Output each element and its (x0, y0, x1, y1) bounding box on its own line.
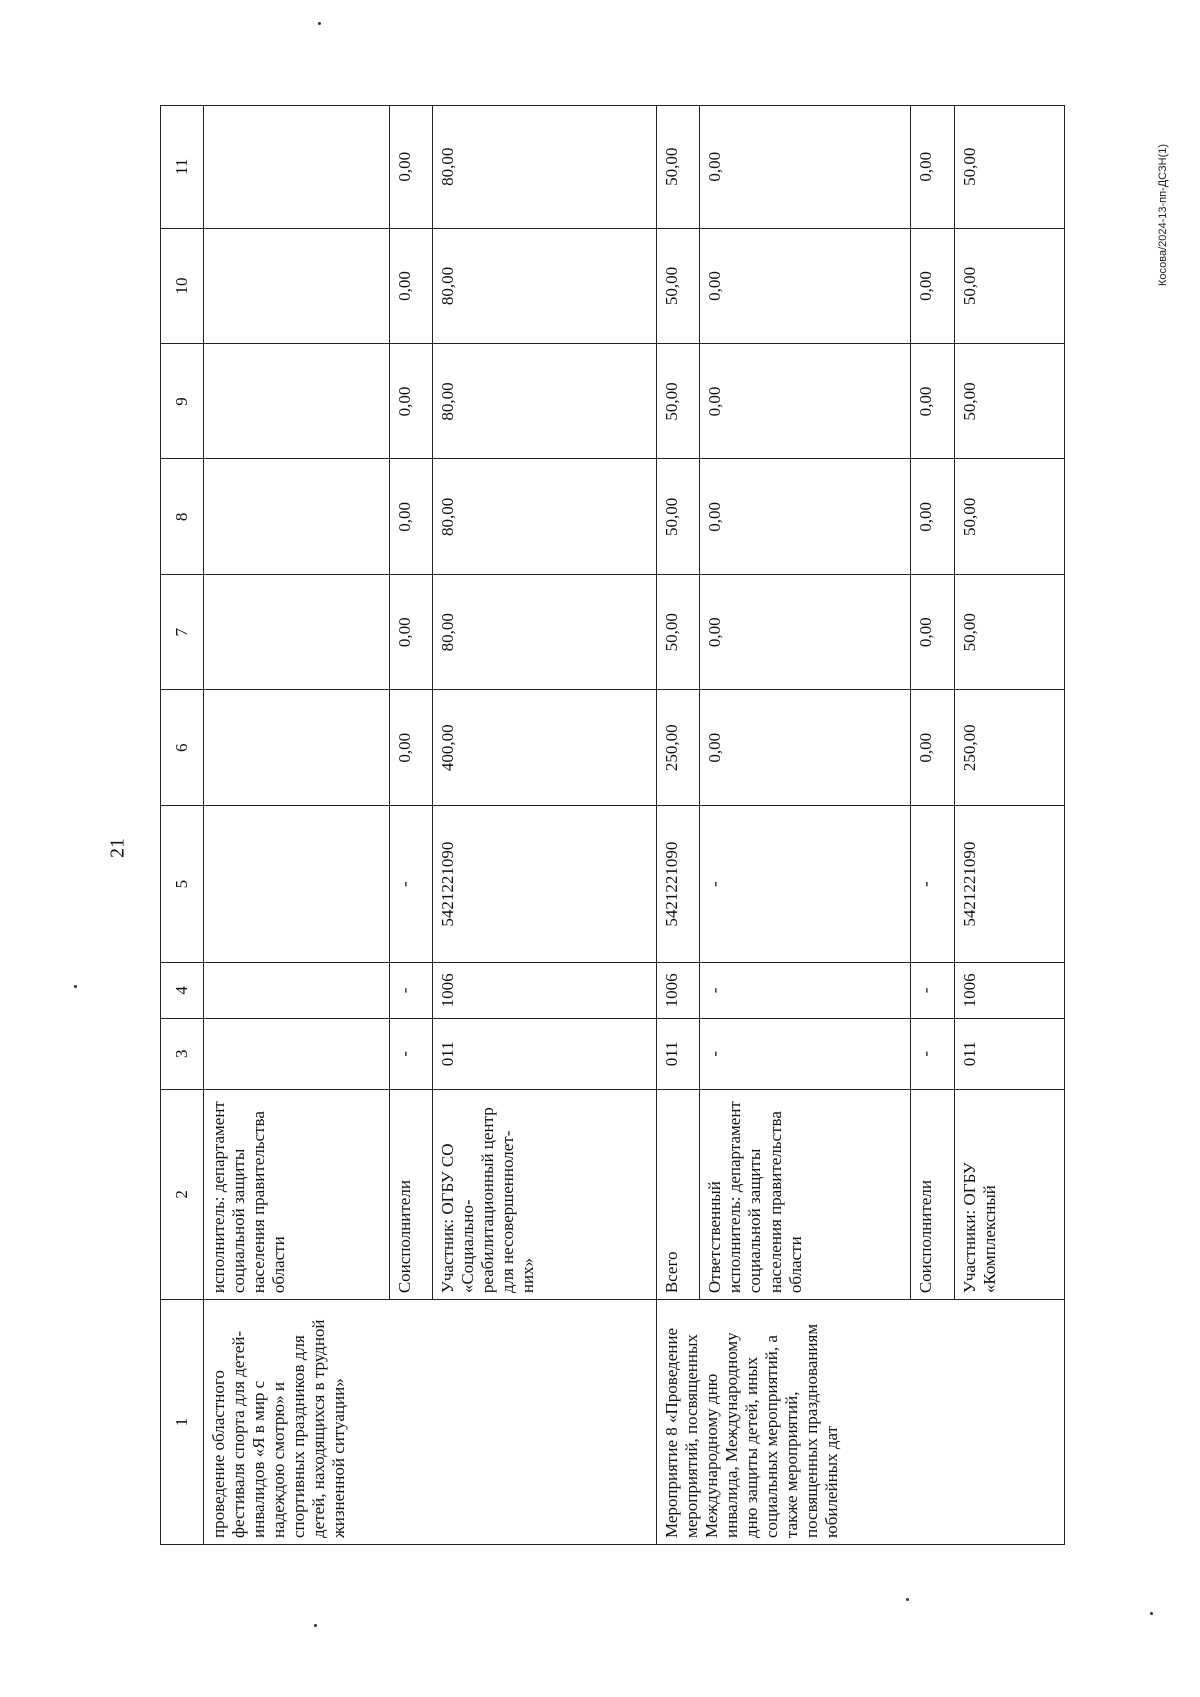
value-cell: 250,00 (954, 690, 1064, 806)
value-cell: 0,00 (700, 228, 911, 344)
value-cell: 80,00 (433, 228, 657, 344)
value-cell: 0,00 (911, 106, 955, 229)
value-cell: 400,00 (433, 690, 657, 806)
header-row (161, 106, 204, 1545)
value-cell: 5421221090 (954, 806, 1064, 963)
role-cell: Соисполнители (911, 1089, 955, 1299)
scan-speck (314, 1624, 317, 1627)
value-cell (204, 459, 390, 575)
value-cell: 50,00 (954, 459, 1064, 575)
value-cell: 0,00 (389, 459, 433, 575)
value-cell: 50,00 (954, 344, 1064, 459)
header-col-9: 9 (161, 344, 204, 459)
value-cell: - (911, 1018, 955, 1089)
header-col-1: 1 (161, 1300, 204, 1545)
value-cell: 80,00 (433, 344, 657, 459)
header-col-7: 7 (161, 575, 204, 690)
value-cell (204, 962, 390, 1018)
role-cell: Всего (656, 1089, 700, 1299)
table-row (656, 106, 700, 1545)
value-cell: 80,00 (433, 575, 657, 690)
value-cell: 0,00 (700, 106, 911, 229)
header-col-3: 3 (161, 1018, 204, 1089)
value-cell: - (911, 962, 955, 1018)
value-cell: 0,00 (700, 459, 911, 575)
value-cell: 0,00 (911, 459, 955, 575)
value-cell: 250,00 (656, 690, 700, 806)
value-cell: 0,00 (911, 344, 955, 459)
page-number: 21 (106, 838, 129, 858)
value-cell: 1006 (656, 962, 700, 1018)
value-cell: 0,00 (389, 690, 433, 806)
scan-speck (318, 22, 321, 25)
value-cell (204, 228, 390, 344)
header-col-11: 11 (161, 106, 204, 229)
value-cell: 50,00 (656, 106, 700, 229)
header-col-6: 6 (161, 690, 204, 806)
value-cell: 0,00 (700, 575, 911, 690)
value-cell: 50,00 (656, 228, 700, 344)
value-cell: - (700, 962, 911, 1018)
role-cell: исполнитель: департамент социальной защиты населения правительства области (204, 1089, 390, 1299)
header-col-4: 4 (161, 962, 204, 1018)
value-cell: 50,00 (954, 228, 1064, 344)
value-cell: 011 (954, 1018, 1064, 1089)
value-cell: 0,00 (389, 344, 433, 459)
value-cell: - (700, 1018, 911, 1089)
value-cell (204, 690, 390, 806)
event-name-cell: проведение областного фестиваля спорта для детей-инвалидов «Я в мир с надеждою смотрю» и спортивных праздников для детей, находящихся в трудной жизненной ситуации» (204, 1300, 657, 1545)
value-cell (204, 1018, 390, 1089)
value-cell: 011 (433, 1018, 657, 1089)
value-cell: 0,00 (389, 575, 433, 690)
value-cell: 50,00 (954, 106, 1064, 229)
value-cell: 1006 (433, 962, 657, 1018)
value-cell: 80,00 (433, 459, 657, 575)
value-cell: 0,00 (911, 575, 955, 690)
role-cell: Участники: ОГБУ «Комплексный (954, 1089, 1064, 1299)
header-col-5: 5 (161, 806, 204, 963)
value-cell (204, 344, 390, 459)
header-col-10: 10 (161, 228, 204, 344)
table-row (204, 106, 390, 1545)
table-container (160, 105, 1065, 1545)
role-cell: Участник: ОГБУ СО «Социально-реабилитационный центр для несовершеннолет-них» (433, 1089, 657, 1299)
scan-speck (1150, 1612, 1153, 1615)
scan-speck (906, 1598, 909, 1601)
value-cell: 1006 (954, 962, 1064, 1018)
role-cell: Соисполнители (389, 1089, 433, 1299)
event-name-cell: Мероприятие 8 «Проведение мероприятий, посвященных Международному дню инвалида, Международному дню защиты детей, иных социальных мероприятий, а также мероприятий, посвященных празднованиям юбилейных дат (656, 1300, 1064, 1545)
document-code: Косова/2024-13-пп-ДСЗН(1) (1157, 143, 1169, 287)
value-cell: 5421221090 (433, 806, 657, 963)
value-cell: 50,00 (656, 575, 700, 690)
value-cell (204, 575, 390, 690)
value-cell: 80,00 (433, 106, 657, 229)
value-cell: 011 (656, 1018, 700, 1089)
value-cell: 0,00 (911, 690, 955, 806)
value-cell: 50,00 (954, 575, 1064, 690)
value-cell: - (389, 1018, 433, 1089)
budget-table (160, 105, 1065, 1545)
value-cell: 0,00 (700, 690, 911, 806)
value-cell: - (700, 806, 911, 963)
rotated-table-frame (160, 105, 1065, 1545)
value-cell: 0,00 (911, 228, 955, 344)
value-cell: 0,00 (700, 344, 911, 459)
value-cell: - (911, 806, 955, 963)
role-cell: Ответственный исполнитель: департамент социальной защиты населения правительства области (700, 1089, 911, 1299)
value-cell: - (389, 962, 433, 1018)
value-cell: 50,00 (656, 459, 700, 575)
value-cell: - (389, 806, 433, 963)
value-cell (204, 806, 390, 963)
value-cell: 5421221090 (656, 806, 700, 963)
value-cell: 50,00 (656, 344, 700, 459)
header-col-2: 2 (161, 1089, 204, 1299)
value-cell: 0,00 (389, 228, 433, 344)
value-cell (204, 106, 390, 229)
header-col-8: 8 (161, 459, 204, 575)
scan-speck (74, 985, 77, 988)
value-cell: 0,00 (389, 106, 433, 229)
